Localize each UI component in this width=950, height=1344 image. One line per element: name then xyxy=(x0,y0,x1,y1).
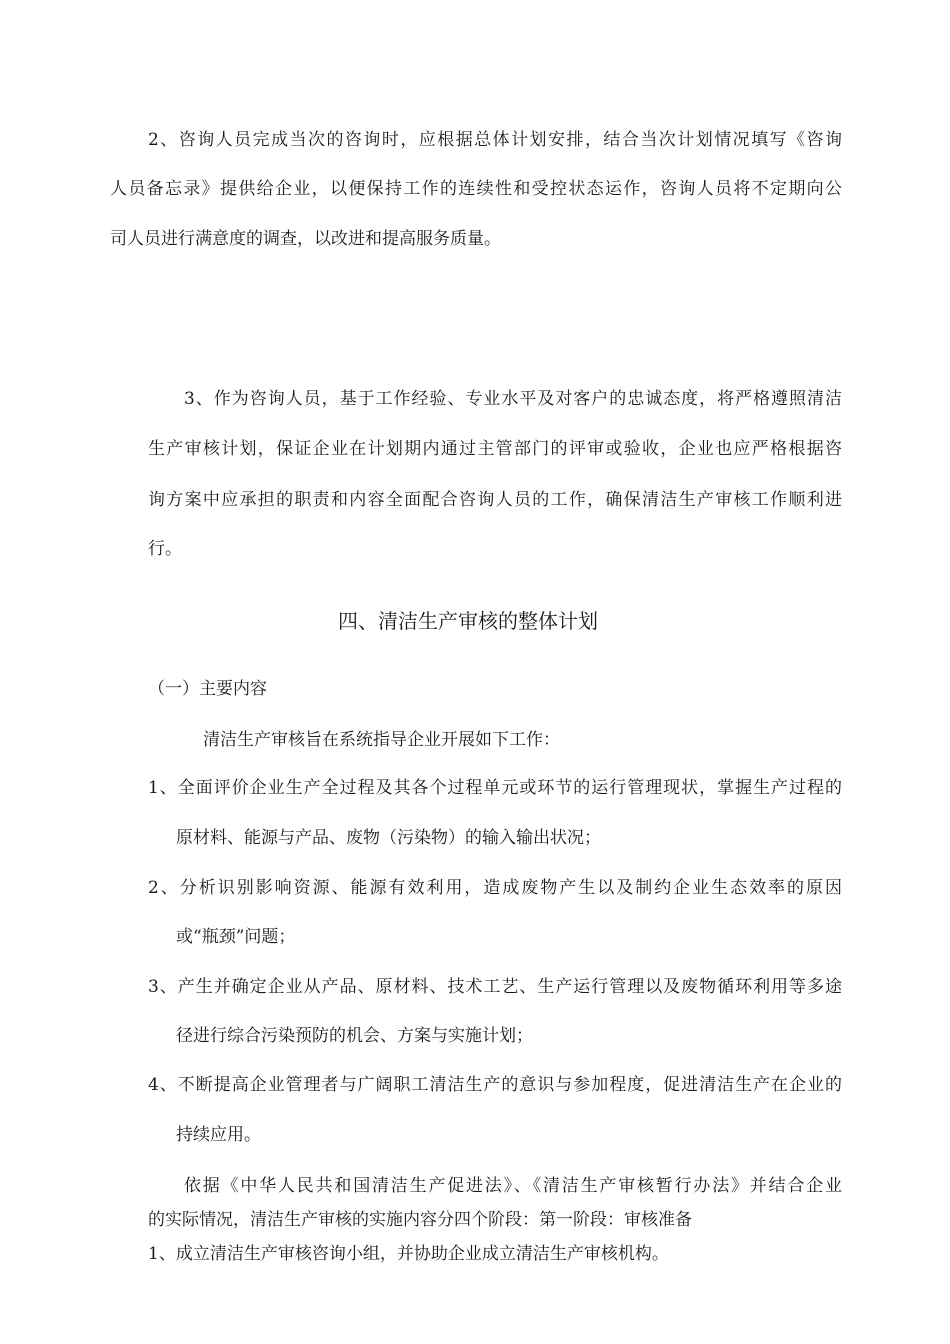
para3-line-2: 生产审核计划，保证企业在计划期内通过主管部门的评审或验收，企业也应严格根据咨 xyxy=(148,439,842,459)
list-item-1-line-1: 1、全面评价企业生产全过程及其各个过程单元或环节的运行管理现状，掌握生产过程的 xyxy=(148,778,842,798)
basis-line-1: 依据《中华人民共和国清洁生产促进法》、《清洁生产审核暂行办法》并结合企业 xyxy=(184,1176,842,1196)
list-item-3-line-1: 3、产生并确定企业从产品、原材料、技术工艺、生产运行管理以及废物循环利用等多途 xyxy=(148,977,842,997)
list-item-4-line-1: 4、不断提高企业管理者与广阔职工清洁生产的意识与参加程度，促进清洁生产在企业的 xyxy=(148,1075,842,1095)
intro-text: 清洁生产审核旨在系统指导企业开展如下工作： xyxy=(203,730,560,750)
para2-line-1: 2、咨询人员完成当次的咨询时，应根据总体计划安排，结合当次计划情况填写《咨询 xyxy=(148,130,842,150)
para3-line-3: 询方案中应承担的职责和内容全面配合咨询人员的工作，确保清洁生产审核工作顺利进 xyxy=(148,490,842,510)
basis-line-2: 的实际情况，清洁生产审核的实施内容分四个阶段：第一阶段：审核准备 xyxy=(148,1210,692,1230)
list-item-3-line-2: 径进行综合污染预防的机会、方案与实施计划； xyxy=(176,1026,533,1046)
para3-line-1: 3、作为咨询人员，基于工作经验、专业水平及对客户的忠诚态度，将严格遵照清洁 xyxy=(184,389,842,409)
subsection-title: （一）主要内容 xyxy=(148,679,267,699)
list-item-2-line-2: 或“瓶颈”问题； xyxy=(176,927,296,947)
para2-line-3: 司人员进行满意度的调查，以改进和提高服务质量。 xyxy=(110,229,501,249)
para2-line-2: 人员备忘录》提供给企业，以便保持工作的连续性和受控状态运作，咨询人员将不定期向公 xyxy=(110,179,842,199)
list-item-2-line-1: 2、分析识别影响资源、能源有效利用，造成废物产生以及制约企业生态效率的原因 xyxy=(148,878,842,898)
list-item-4-line-2: 持续应用。 xyxy=(176,1125,261,1145)
list-item-1-line-2: 原材料、能源与产品、废物（污染物）的输入输出状况； xyxy=(176,828,601,848)
step-1: 1、成立清洁生产审核咨询小组，并协助企业成立清洁生产审核机构。 xyxy=(148,1244,669,1264)
para3-line-4: 行。 xyxy=(148,539,182,559)
section-title: 四、清洁生产审核的整体计划 xyxy=(338,609,598,633)
